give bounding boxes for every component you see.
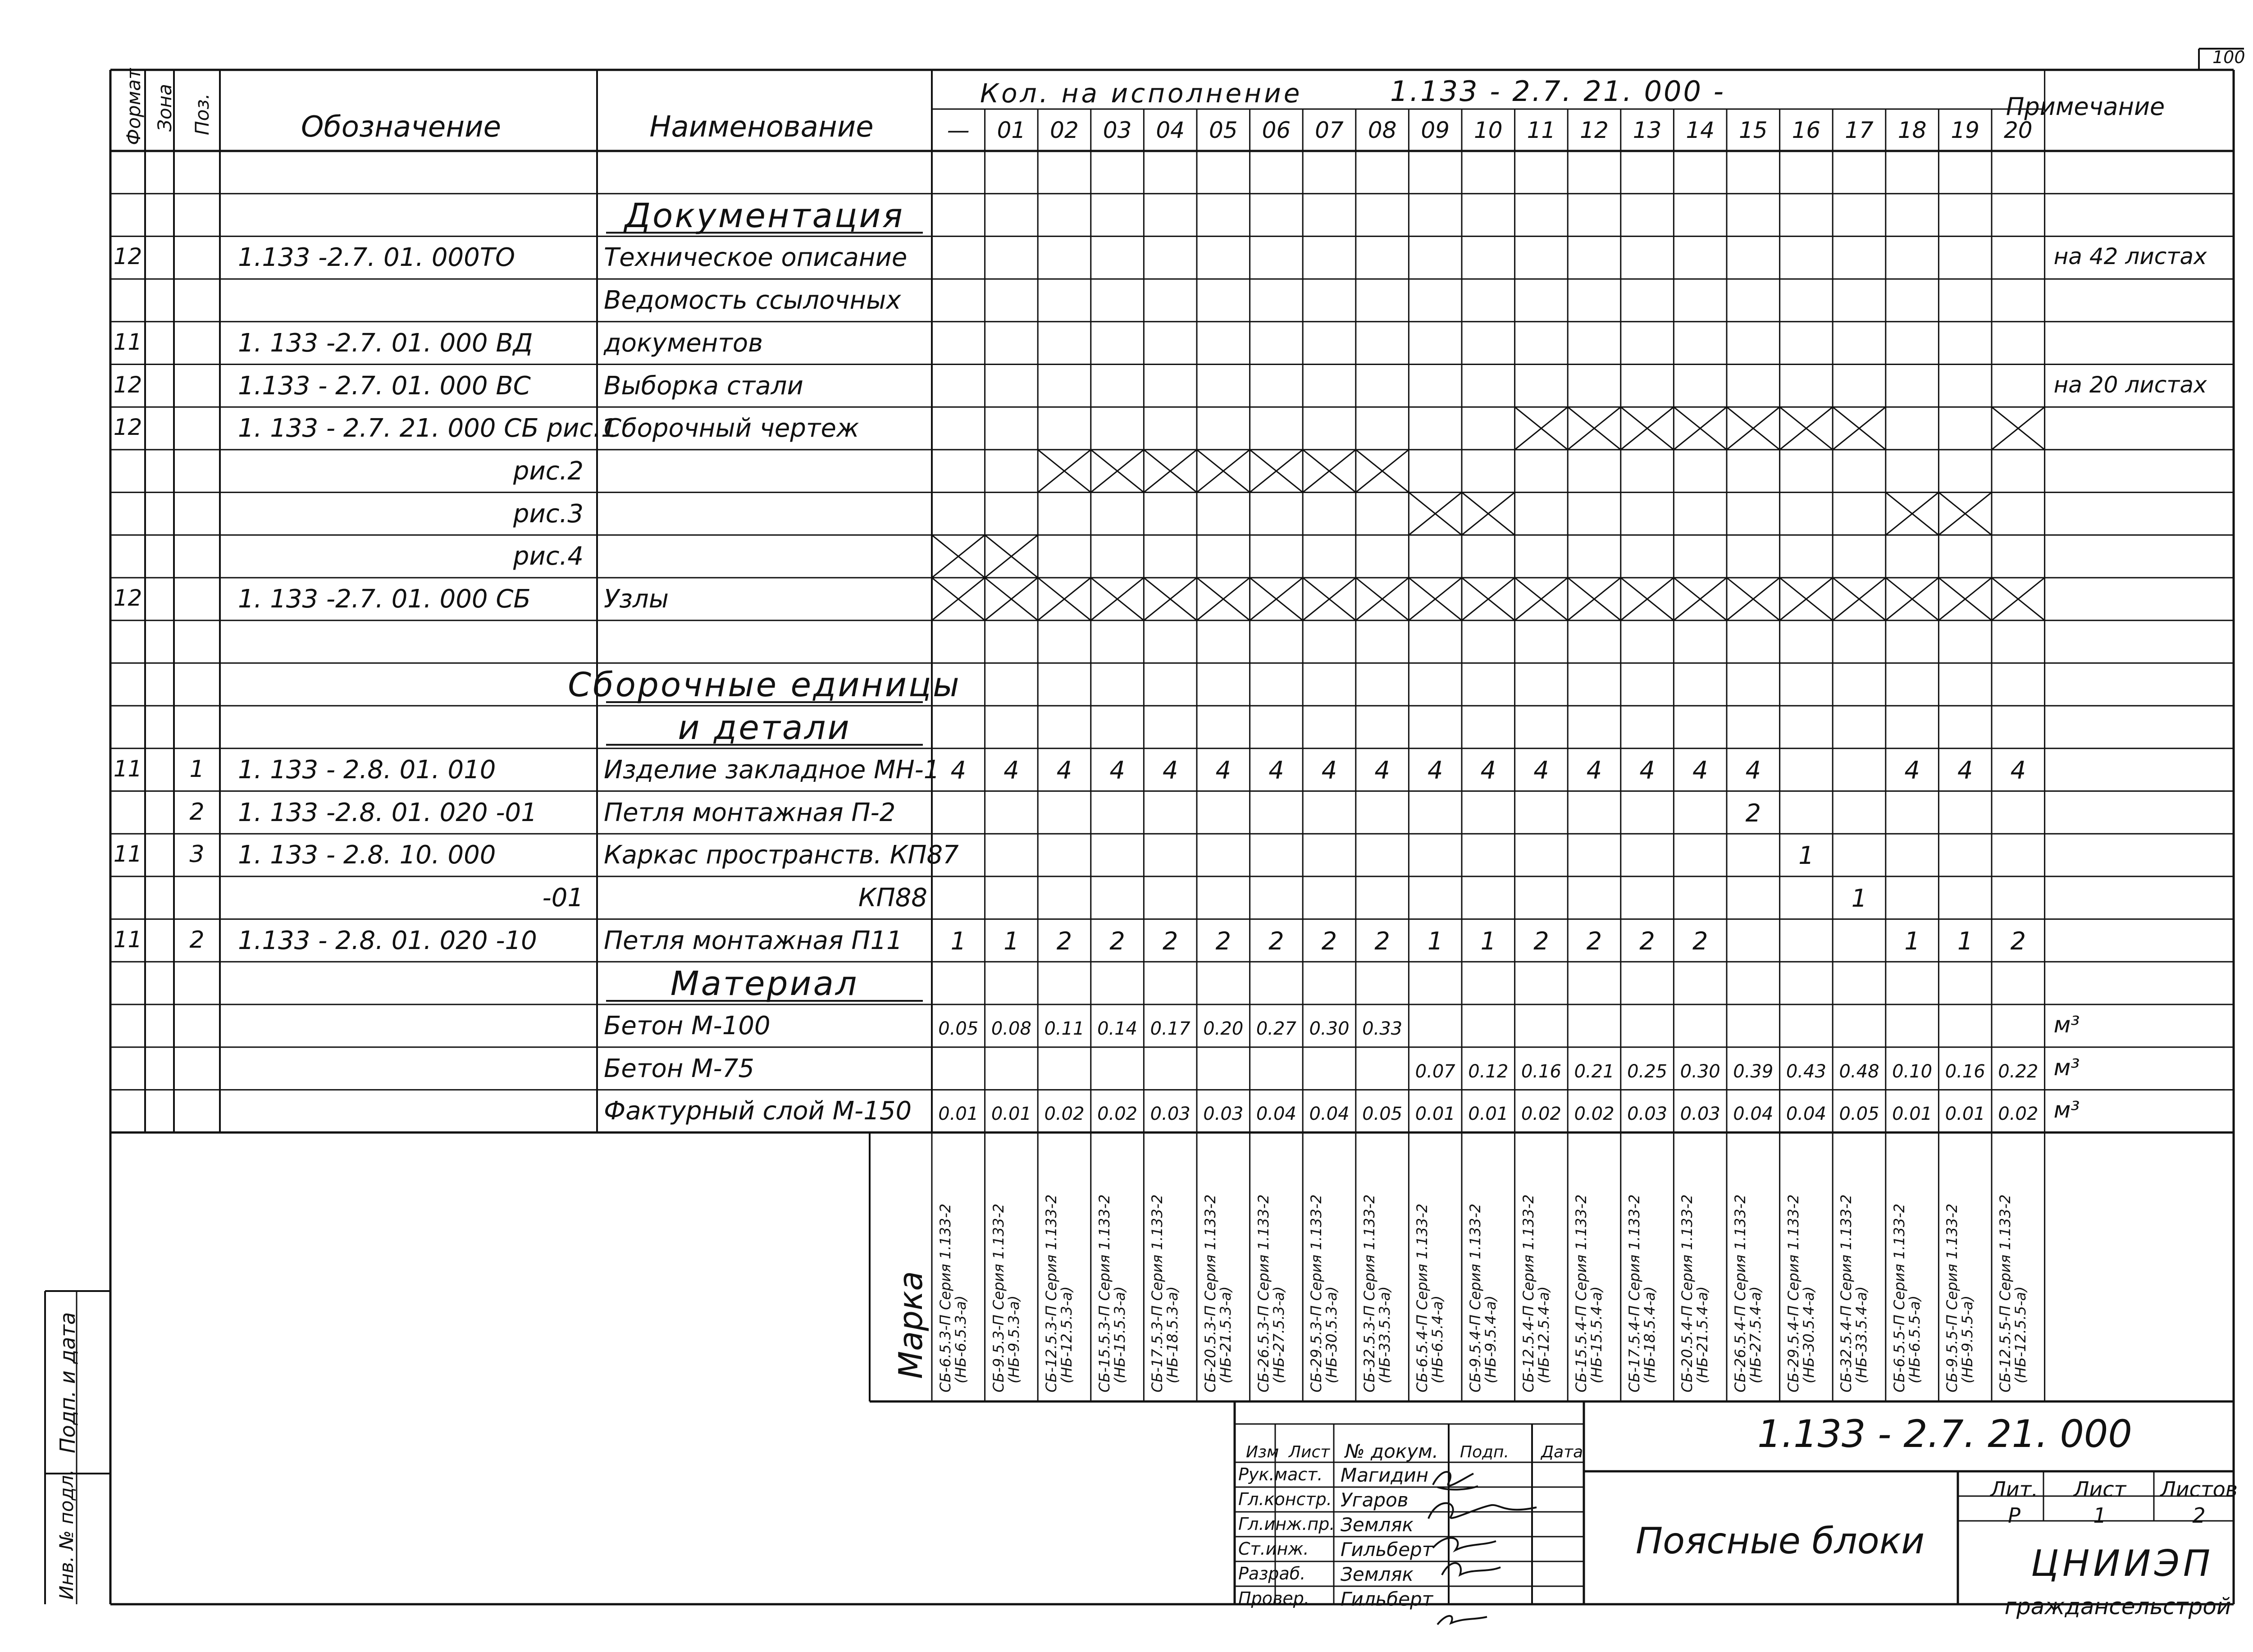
tb-col-izm: Изм: [1246, 1443, 1279, 1461]
row-format: 11: [113, 329, 142, 355]
mark-reference: (НБ-21.5.4-а): [1693, 1286, 1711, 1383]
row-name: КП88: [858, 883, 927, 913]
quantity-value: 4: [1745, 756, 1761, 785]
row-format: 12: [113, 414, 142, 441]
quantity-value: 0.17: [1150, 1018, 1190, 1039]
quantity-value: 2: [1639, 926, 1655, 955]
row-name: Фактурный слой М-150: [604, 1096, 912, 1126]
tb-col-date: Дата: [1541, 1443, 1583, 1461]
row-designation: 1. 133 - 2.7. 21. 000 СБ рис.1: [238, 414, 617, 443]
mark-label: [1892, 1204, 1922, 1392]
mark-series: СБ-6.5.4-П Серия 1.133-2: [1414, 1203, 1431, 1392]
row-name: Сборочные единицы: [568, 666, 961, 705]
quantity-value: 0.11: [1044, 1018, 1085, 1039]
quantity-value: 0.02: [1044, 1104, 1085, 1125]
quantity-value: 1: [1480, 926, 1496, 955]
mark-reference: (НБ-15.5.3-а): [1111, 1286, 1128, 1383]
quantity-value: 1: [1904, 926, 1920, 955]
mark-reference: (НБ-18.5.4-а): [1641, 1286, 1658, 1383]
mark-label: [1839, 1195, 1869, 1392]
quantity-value: 0.02: [1574, 1104, 1614, 1125]
mark-label: [938, 1204, 968, 1392]
column-header: 11: [1527, 117, 1556, 143]
column-header: —: [947, 117, 970, 143]
column-header: 17: [1845, 117, 1874, 143]
mark-reference: (НБ-12.5.5-а): [2011, 1286, 2029, 1383]
page-number: 100: [2212, 47, 2245, 67]
sheets-value: 2: [2192, 1503, 2206, 1528]
quantity-value: 2: [1268, 926, 1284, 955]
column-header: 04: [1156, 117, 1185, 143]
staff-role: Разраб.: [1238, 1564, 1306, 1584]
quantity-value: 0.05: [1839, 1104, 1879, 1125]
column-header: 10: [1473, 117, 1503, 143]
quantity-value: 0.03: [1680, 1104, 1720, 1125]
row-designation: 1. 133 - 2.8. 01. 010: [238, 755, 496, 785]
quantity-value: 2: [1321, 926, 1337, 955]
quantity-value: 4: [1692, 756, 1708, 785]
quantity-value: 4: [1533, 756, 1549, 785]
quantity-value: 0.05: [1362, 1104, 1403, 1125]
staff-name: Угаров: [1341, 1489, 1409, 1511]
staff-role: Гл.констр.: [1238, 1489, 1332, 1509]
header-format: Формат: [123, 68, 145, 145]
column-header: 16: [1792, 117, 1821, 143]
quantity-value: 0.02: [1998, 1104, 2039, 1125]
mark-label: [991, 1204, 1022, 1392]
quantity-value: 1: [1003, 926, 1019, 955]
mark-reference: (НБ-12.5.3-а): [1058, 1286, 1075, 1383]
row-format: 11: [113, 755, 142, 782]
quantity-value: 2: [1586, 926, 1602, 955]
column-header: 14: [1686, 117, 1715, 143]
mark-reference: (НБ-21.5.3-а): [1217, 1286, 1234, 1383]
mark-reference: (НБ-18.5.3-а): [1163, 1286, 1181, 1383]
quantity-value: 0.05: [938, 1018, 979, 1039]
column-header: 13: [1633, 117, 1662, 143]
quantity-value: 0.12: [1468, 1061, 1509, 1082]
row-note: м³: [2053, 1054, 2080, 1081]
quantity-value: 0.02: [1097, 1104, 1138, 1125]
tb-col-list: Лист: [1289, 1443, 1330, 1461]
staff-name: Гильберт: [1341, 1538, 1433, 1561]
quantity-value: 0.03: [1203, 1104, 1244, 1125]
mark-series: СБ-15.5.3-П Серия 1.133-2: [1095, 1194, 1113, 1392]
mark-label: [1945, 1204, 1975, 1392]
quantity-value: 4: [1374, 756, 1390, 785]
mark-reference: (НБ-6.5.3-а): [952, 1295, 969, 1383]
quantity-value: 0.20: [1203, 1018, 1244, 1039]
quantity-value: 0.43: [1786, 1061, 1826, 1082]
row-format: 12: [113, 371, 142, 398]
row-name: Изделие закладное МН-1: [604, 755, 940, 785]
lit-value: Р: [2008, 1503, 2020, 1528]
column-header: 01: [997, 117, 1026, 143]
row-designation: 1.133 - 2.7. 01. 000 ВС: [238, 371, 531, 401]
quantity-value: 4: [1428, 756, 1443, 785]
quantity-value: 0.10: [1892, 1061, 1933, 1082]
mark-series: СБ-12.5.4-П Серия 1.133-2: [1519, 1194, 1537, 1392]
mark-series: СБ-12.5.3-П Серия 1.133-2: [1043, 1194, 1060, 1392]
column-header: 12: [1580, 117, 1609, 143]
mark-label: [1203, 1195, 1233, 1392]
side-label-inv-no: Инв. № подл.: [55, 1469, 78, 1600]
column-header: 07: [1315, 117, 1344, 143]
quantity-value: 1: [1428, 926, 1443, 955]
mark-series: СБ-6.5.5-П Серия 1.133-2: [1890, 1203, 1908, 1392]
side-label-sign-date: Подп. и дата: [55, 1312, 80, 1453]
row-name: и детали: [678, 708, 851, 748]
mark-series: СБ-6.5.3-П Серия 1.133-2: [937, 1203, 954, 1392]
mark-reference: (НБ-9.5.4-а): [1482, 1295, 1499, 1383]
quantity-value: 1: [1851, 884, 1867, 913]
row-name: Бетон М-75: [604, 1054, 754, 1083]
quantity-value: 4: [1268, 756, 1284, 785]
quantity-value: 2: [1692, 926, 1708, 955]
quantity-value: 2: [1745, 799, 1761, 827]
title-doc-code: 1.133 - 2.7. 21. 000: [1757, 1412, 2132, 1456]
column-header: 05: [1209, 117, 1238, 143]
quantity-value: 2: [1109, 926, 1125, 955]
row-note: на 42 листах: [2053, 243, 2207, 270]
quantity-value: 0.01: [991, 1104, 1031, 1125]
quantity-value: 2: [1215, 926, 1231, 955]
quantity-value: 0.33: [1362, 1018, 1403, 1039]
mark-series: СБ-12.5.5-П Серия 1.133-2: [1997, 1194, 2014, 1392]
mark-label: [1574, 1195, 1604, 1392]
quantity-value: 0.01: [1892, 1104, 1933, 1125]
mark-label: [1362, 1195, 1392, 1392]
quantity-value: 4: [1109, 756, 1125, 785]
column-header: 02: [1050, 117, 1079, 143]
quantity-value: 1: [950, 926, 966, 955]
organization-sub: граждансельстрой: [2004, 1593, 2231, 1620]
row-name: Бетон М-100: [604, 1011, 771, 1040]
mark-series: СБ-29.5.4-П Серия 1.133-2: [1784, 1194, 1802, 1392]
quantity-value: 0.16: [1945, 1061, 1985, 1082]
column-header: 20: [2003, 117, 2033, 143]
row-designation: -01: [542, 883, 584, 913]
mark-reference: (НБ-6.5.4-а): [1428, 1295, 1446, 1383]
row-format: 11: [113, 926, 142, 953]
row-name: Документация: [625, 196, 904, 235]
quantity-value: 4: [1321, 756, 1337, 785]
quantity-value: 2: [1533, 926, 1549, 955]
quantity-value: 0.14: [1097, 1018, 1138, 1039]
row-name: Техническое описание: [604, 243, 908, 273]
staff-role: Провер.: [1238, 1588, 1309, 1608]
mark-reference: (НБ-27.5.4-а): [1747, 1286, 1764, 1383]
mark-reference: (НБ-33.5.4-а): [1852, 1286, 1870, 1383]
mark-reference: (НБ-6.5.5-а): [1906, 1295, 1923, 1383]
mark-label: [1150, 1195, 1180, 1392]
quantity-value: 0.04: [1256, 1104, 1296, 1125]
mark-label: [1415, 1204, 1445, 1392]
quantity-value: 0.27: [1256, 1018, 1296, 1039]
mark-series: СБ-32.5.4-П Серия 1.133-2: [1838, 1194, 1855, 1392]
mark-reference: (НБ-9.5.3-а): [1005, 1295, 1022, 1383]
staff-role: Рук.маст.: [1238, 1465, 1323, 1484]
header-pos: Поз.: [191, 93, 213, 135]
quantity-value: 0.01: [938, 1104, 979, 1125]
column-header: 03: [1103, 117, 1132, 143]
header-doc-base: 1.133 - 2.7. 21. 000 -: [1390, 75, 1726, 108]
mark-reference: (НБ-12.5.4-а): [1535, 1286, 1552, 1383]
quantity-value: 0.01: [1945, 1104, 1985, 1125]
quantity-value: 2: [1374, 926, 1390, 955]
row-name: Ведомость ссылочных: [604, 286, 901, 315]
mark-label: [1998, 1195, 2028, 1392]
quantity-value: 0.16: [1521, 1061, 1561, 1082]
row-name: Узлы: [604, 584, 669, 614]
quantity-value: 4: [1215, 756, 1231, 785]
mark-label: [1680, 1195, 1710, 1392]
mark-series: СБ-15.5.4-П Серия 1.133-2: [1573, 1194, 1590, 1392]
row-designation: 1.133 - 2.8. 01. 020 -10: [238, 926, 537, 955]
header-designation: Обозначение: [301, 110, 502, 144]
quantity-value: 0.01: [1415, 1104, 1455, 1125]
quantity-value: 0.03: [1627, 1104, 1668, 1125]
row-designation: рис.4: [513, 542, 584, 571]
row-designation: 1. 133 - 2.8. 10. 000: [238, 840, 496, 870]
marka-label: Марка: [892, 1271, 930, 1379]
quantity-value: 0.39: [1733, 1061, 1774, 1082]
row-position: 3: [189, 841, 205, 868]
mark-series: СБ-17.5.4-П Серия 1.133-2: [1625, 1194, 1643, 1392]
quantity-value: 0.25: [1627, 1061, 1668, 1082]
quantity-value: 4: [1163, 756, 1178, 785]
mark-series: СБ-32.5.3-П Серия 1.133-2: [1360, 1194, 1378, 1392]
mark-series: СБ-20.5.3-П Серия 1.133-2: [1202, 1194, 1219, 1392]
quantity-value: 2: [1056, 926, 1072, 955]
mark-reference: (НБ-15.5.4-а): [1587, 1286, 1605, 1383]
sheets-header: Листов: [2160, 1477, 2238, 1501]
quantity-value: 4: [1480, 756, 1496, 785]
quantity-value: 0.22: [1998, 1061, 2039, 1082]
mark-label: [1786, 1195, 1816, 1392]
quantity-value: 4: [1904, 756, 1920, 785]
quantity-value: 0.08: [991, 1018, 1031, 1039]
quantity-value: 0.30: [1309, 1018, 1350, 1039]
mark-label: [1309, 1195, 1339, 1392]
quantity-value: 0.07: [1415, 1061, 1455, 1082]
tb-col-doc: № докум.: [1345, 1440, 1439, 1462]
mark-label: [1521, 1195, 1551, 1392]
quantity-value: 4: [1056, 756, 1072, 785]
row-name: Материал: [670, 964, 859, 1004]
quantity-value: 4: [2010, 756, 2026, 785]
mark-label: [1733, 1195, 1763, 1392]
row-designation: рис.3: [513, 499, 584, 529]
quantity-value: 1: [1957, 926, 1973, 955]
staff-name: Гильберт: [1341, 1588, 1433, 1610]
staff-role: Ст.инж.: [1238, 1539, 1309, 1559]
quantity-value: 0.21: [1574, 1061, 1614, 1082]
header-qty-title: Кол. на исполнение: [980, 78, 1303, 109]
row-name: Сборочный чертеж: [604, 414, 859, 443]
quantity-value: 4: [1586, 756, 1602, 785]
quantity-value: 4: [1957, 756, 1973, 785]
row-name: Выборка стали: [604, 371, 803, 401]
quantity-value: 0.30: [1680, 1061, 1720, 1082]
mark-label: [1097, 1195, 1127, 1392]
title-name: Поясные блоки: [1636, 1520, 1925, 1562]
staff-name: Земляк: [1341, 1563, 1414, 1585]
mark-series: СБ-9.5.4-П Серия 1.133-2: [1467, 1203, 1484, 1392]
column-header: 09: [1421, 117, 1450, 143]
mark-reference: (НБ-27.5.3-а): [1270, 1286, 1287, 1383]
quantity-value: 0.04: [1733, 1104, 1774, 1125]
sheet-value: 1: [2093, 1503, 2107, 1528]
quantity-value: 0.01: [1468, 1104, 1509, 1125]
row-position: 1: [189, 755, 205, 783]
mark-reference: (НБ-9.5.5-а): [1958, 1295, 1976, 1383]
quantity-value: 2: [1163, 926, 1178, 955]
row-designation: 1. 133 -2.7. 01. 000 СБ: [238, 584, 531, 614]
signatures: [1424, 1465, 1568, 1627]
row-designation: рис.2: [513, 456, 584, 486]
column-header: 18: [1897, 117, 1927, 143]
quantity-value: 0.04: [1309, 1104, 1350, 1125]
quantity-value: 0.02: [1521, 1104, 1561, 1125]
mark-series: СБ-29.5.3-П Серия 1.133-2: [1308, 1194, 1325, 1392]
mark-series: СБ-9.5.3-П Серия 1.133-2: [990, 1203, 1007, 1392]
quantity-value: 0.04: [1786, 1104, 1826, 1125]
column-header: 19: [1951, 117, 1979, 143]
row-position: 2: [189, 926, 205, 954]
quantity-value: 1: [1798, 841, 1814, 870]
row-position: 2: [189, 798, 205, 826]
header-name: Наименование: [649, 110, 874, 144]
quantity-value: 0.48: [1839, 1061, 1879, 1082]
row-name: Петля монтажная П11: [604, 926, 903, 955]
row-format: 12: [113, 243, 142, 270]
mark-reference: (НБ-30.5.4-а): [1800, 1286, 1817, 1383]
organization: ЦНИИЭП: [2031, 1542, 2214, 1584]
mark-series: СБ-26.5.4-П Серия 1.133-2: [1732, 1194, 1749, 1392]
row-name: Петля монтажная П-2: [604, 798, 896, 827]
mark-label: [1044, 1195, 1074, 1392]
row-name: Каркас пространств. КП87: [604, 840, 959, 870]
staff-name: Земляк: [1341, 1514, 1414, 1536]
sheet-header: Лист: [2073, 1477, 2126, 1501]
quantity-value: 2: [2010, 926, 2026, 955]
staff-role: Гл.инж.пр.: [1238, 1514, 1335, 1534]
row-name: документов: [604, 328, 763, 358]
lit-header: Лит.: [1990, 1477, 2038, 1501]
mark-series: СБ-17.5.3-П Серия 1.133-2: [1149, 1194, 1166, 1392]
mark-label: [1256, 1195, 1286, 1392]
row-note: м³: [2053, 1012, 2080, 1038]
quantity-value: 0.03: [1150, 1104, 1190, 1125]
mark-series: СБ-20.5.4-П Серия 1.133-2: [1678, 1194, 1696, 1392]
mark-reference: (НБ-33.5.3-а): [1376, 1286, 1393, 1383]
mark-series: СБ-9.5.5-П Серия 1.133-2: [1943, 1203, 1961, 1392]
row-designation: 1. 133 -2.7. 01. 000 ВД: [238, 328, 533, 358]
row-format: 12: [113, 585, 142, 611]
mark-series: СБ-26.5.3-П Серия 1.133-2: [1254, 1194, 1272, 1392]
header-note: Примечание: [2006, 92, 2165, 121]
column-header: 15: [1738, 117, 1768, 143]
mark-label: [1627, 1195, 1657, 1392]
quantity-value: 4: [1003, 756, 1019, 785]
mark-reference: (НБ-30.5.3-а): [1323, 1286, 1340, 1383]
staff-name: Магидин: [1341, 1464, 1429, 1486]
row-format: 11: [113, 841, 142, 867]
mark-label: [1468, 1204, 1498, 1392]
tb-col-sign: Подп.: [1460, 1443, 1509, 1461]
column-header: 08: [1368, 117, 1397, 143]
row-note: на 20 листах: [2053, 371, 2207, 398]
quantity-value: 4: [1639, 756, 1655, 785]
row-designation: 1.133 -2.7. 01. 000ТО: [238, 243, 515, 273]
quantity-value: 4: [950, 756, 966, 785]
row-designation: 1. 133 -2.8. 01. 020 -01: [238, 798, 537, 827]
column-header: 06: [1262, 117, 1291, 143]
header-zone: Зона: [154, 84, 176, 132]
row-note: м³: [2053, 1097, 2080, 1123]
